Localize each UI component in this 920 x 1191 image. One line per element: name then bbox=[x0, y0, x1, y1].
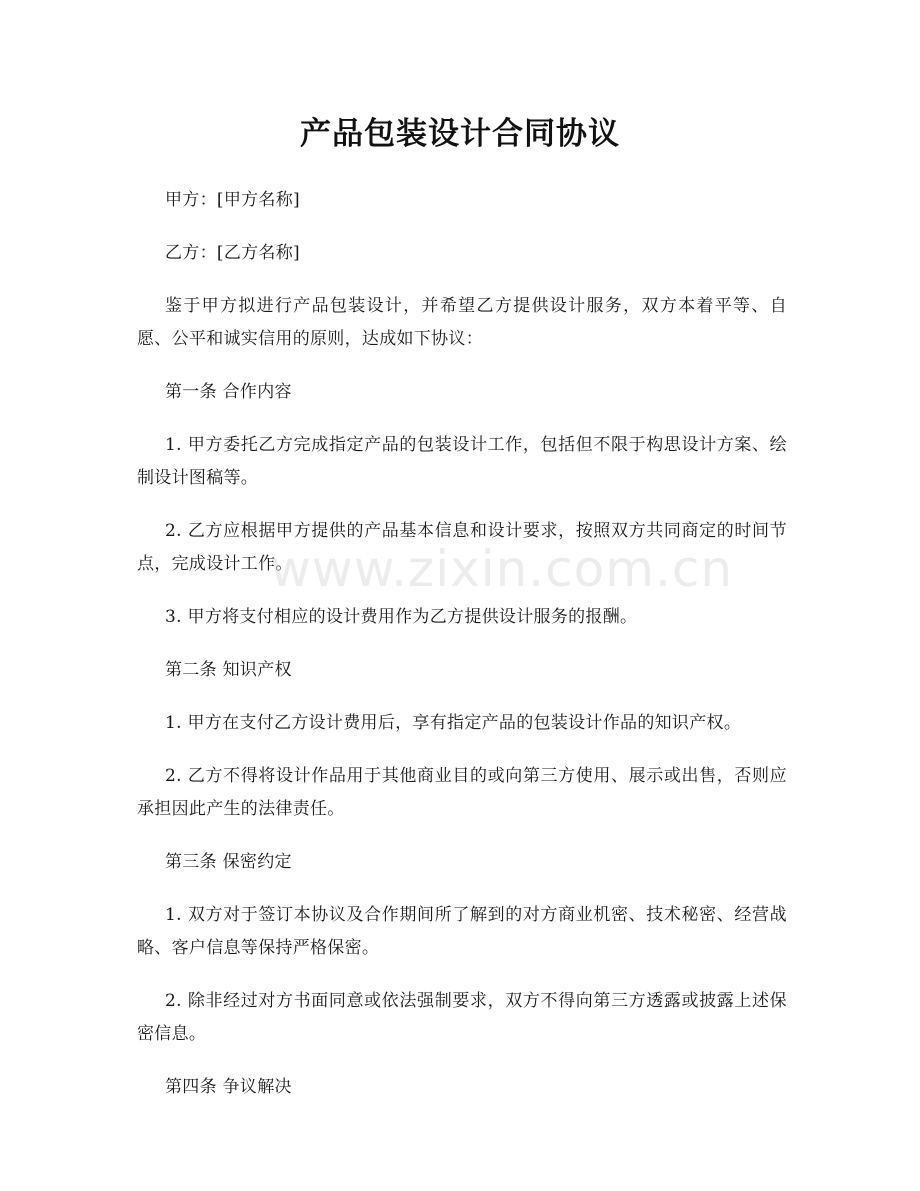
party-b-line: 乙方：[乙方名称] bbox=[165, 243, 300, 263]
article-1-clause-3: 3. 甲方将支付相应的设计费用作为乙方提供设计服务的报酬。 bbox=[165, 607, 638, 627]
article-4-heading: 第四条 争议解决 bbox=[165, 1077, 292, 1097]
document-body bbox=[137, 184, 787, 1124]
article-2-clause-1: 1. 甲方在支付乙方设计费用后，享有指定产品的包装设计作品的知识产权。 bbox=[165, 713, 742, 733]
preamble-paragraph: 鉴于甲方拟进行产品包装设计，并希望乙方提供设计服务，双方本着平等、自愿、公平和诚实信用的原则，达成如下协议： bbox=[137, 296, 787, 349]
article-1-heading: 第一条 合作内容 bbox=[165, 382, 292, 402]
document-title: 产品包装设计合同协议 bbox=[300, 116, 620, 152]
party-a-line: 甲方：[甲方名称] bbox=[165, 190, 300, 210]
watermark: www.zixin.com.cn bbox=[270, 540, 734, 598]
article-3-heading: 第三条 保密约定 bbox=[165, 852, 292, 872]
article-1-clause-2: 2. 乙方应根据甲方提供的产品基本信息和设计要求，按照双方共同商定的时间节点，完成设计工作。 bbox=[137, 521, 787, 574]
article-2-heading: 第二条 知识产权 bbox=[165, 660, 292, 680]
article-2-clause-2: 2. 乙方不得将设计作品用于其他商业目的或向第三方使用、展示或出售，否则应承担因此产生的法律责任。 bbox=[137, 766, 787, 819]
article-3-clause-2: 2. 除非经过对方书面同意或依法强制要求，双方不得向第三方透露或披露上述保密信息。 bbox=[137, 991, 787, 1044]
article-3-clause-1: 1. 双方对于签订本协议及合作期间所了解到的对方商业机密、技术秘密、经营战略、客户信息等保持严格保密。 bbox=[137, 905, 787, 958]
article-1-clause-1: 1. 甲方委托乙方完成指定产品的包装设计工作，包括但不限于构思设计方案、绘制设计图稿等。 bbox=[137, 435, 787, 488]
